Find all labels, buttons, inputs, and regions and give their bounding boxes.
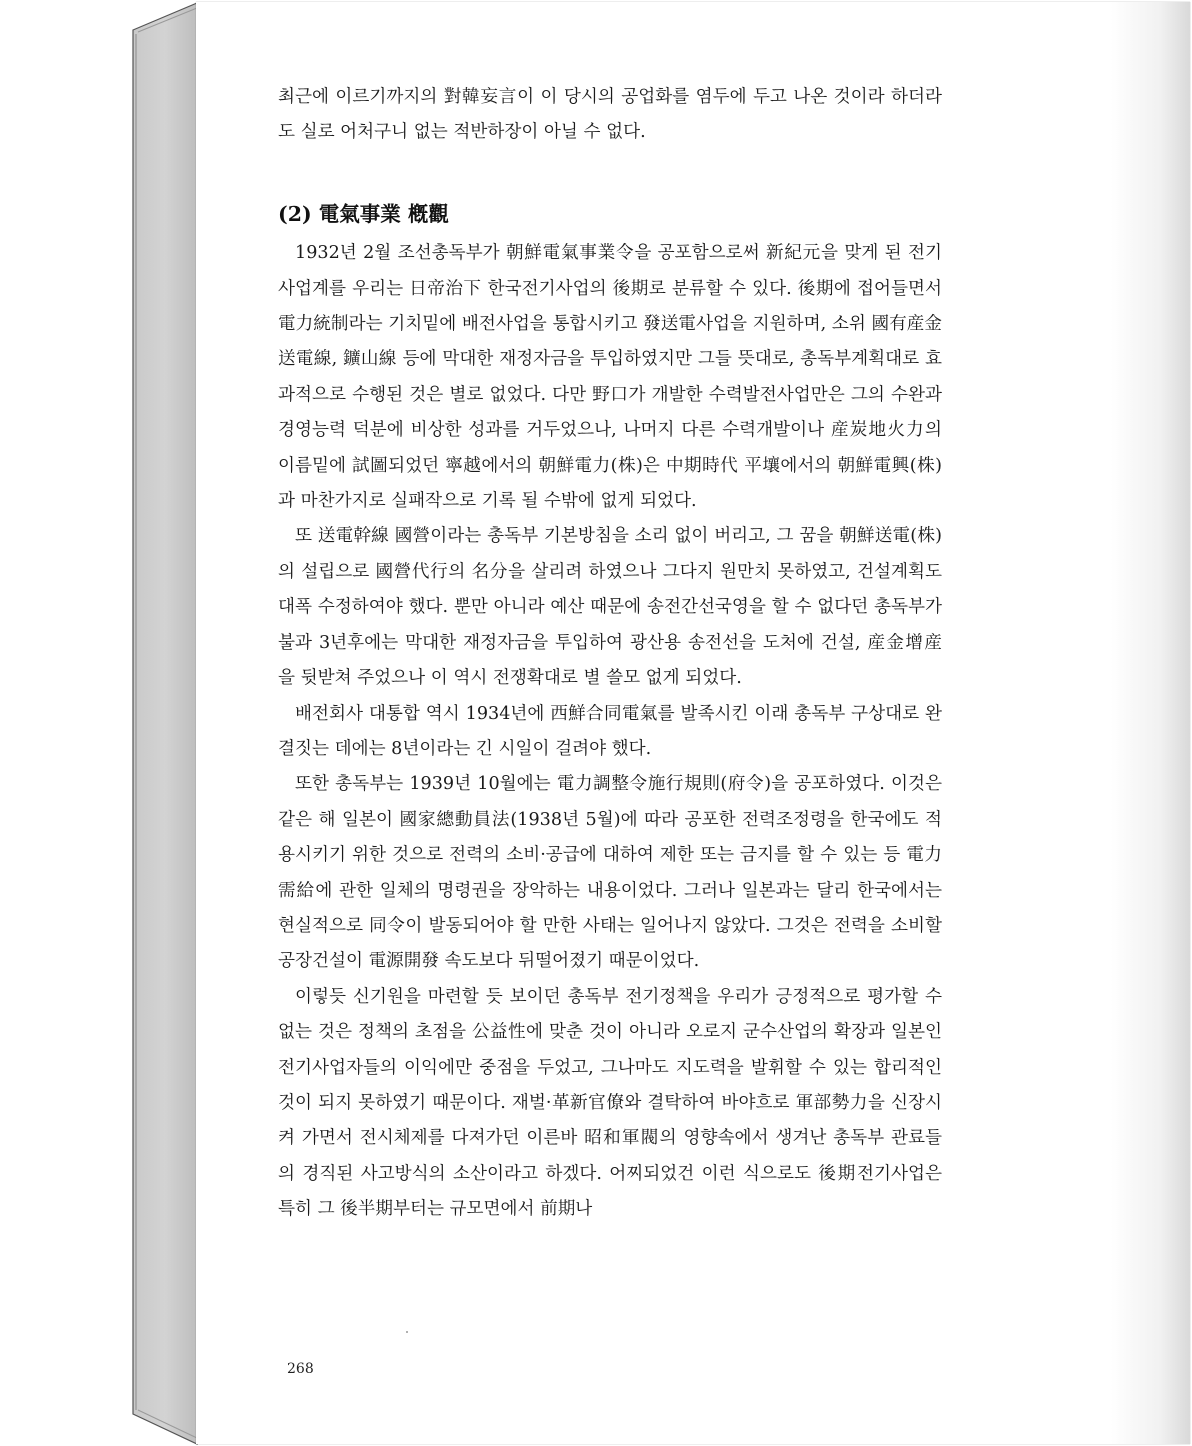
paragraph: 또한 총독부는 1939년 10월에는 電力調整令施行規則(府令)을 공포하였다. 이것은 같은 해 일본이 國家總動員法(1938년 5월)에 따라 공포한 전력조정령을 한국에도 적용시키기 위한 것으로 전력의 소비·공급에 대하여 제한 또는 금지를 할 수 있는 등 電力需給에 관한 일체의 명령권을 장악하는 내용이었다. 그러나 일본과는 달리 한국에서는 현실적으로 同令이 발동되어야 할 만한 사태는 일어나지 않았다. 그것은 전력을 소비할 공장건설이 電源開發 속도보다 뒤떨어졌기 때문이었다. xyxy=(278,774,942,972)
paragraph: 배전회사 대통합 역시 1934년에 西鮮合同電氣를 발족시킨 이래 총독부 구상대로 완결짓는 데에는 8년이라는 긴 시일이 걸려야 했다. xyxy=(278,703,942,759)
body-text xyxy=(278,80,942,1228)
paragraph: 이렇듯 신기원을 마련할 듯 보이던 총독부 전기정책을 우리가 긍정적으로 평가할 수 없는 것은 정책의 초점을 公益性에 맞춘 것이 아니라 오로지 군수산업의 확장과 일본인 전기사업자들의 이익에만 중점을 두었고, 그나마도 지도력을 발휘할 수 있는 합리적인 것이 되지 못하였기 때문이다. 재벌·革新官僚와 결탁하여 바야흐로 軍部勢力을 신장시켜 가면서 전시체제를 다져가던 이른바 昭和軍閥의 영향속에서 생겨난 총독부 관료들의 경직된 사고방식의 소산이라고 하겠다. 어찌되었건 이런 식으로도 後期전기사업은 특히 그 後半期부터는 규모면에서 前期나 xyxy=(278,986,942,1220)
paragraph: 또 送電幹線 國營이라는 총독부 기본방침을 소리 없이 버리고, 그 꿈을 朝鮮送電(株)의 설립으로 國營代行의 名分을 살리려 하였으나 그다지 원만치 못하였고, 건설계획도 대폭 수정하여야 했다. 뿐만 아니라 예산 때문에 송전간선국영을 할 수 없다던 총독부가 불과 3년후에는 막대한 재정자금을 투입하여 광산용 송전선을 도처에 건설, 産金增産을 뒷받쳐 주었으나 이 역시 전쟁확대로 별 쓸모 없게 되었다. xyxy=(278,526,942,689)
paragraph: 1932년 2월 조선총독부가 朝鮮電氣事業令을 공포함으로써 新紀元을 맞게 된 전기사업계를 우리는 日帝治下 한국전기사업의 後期로 분류할 수 있다. 後期에 접어들면서 電力統制라는 기치밑에 배전사업을 통합시키고 發送電사업을 지원하며, 소위 國有産金送電線, 鑛山線 등에 막대한 재정자금을 투입하였지만 그들 뜻대로, 총독부계획대로 효과적으로 수행된 것은 별로 없었다. 다만 野口가 개발한 수력발전사업만은 그의 수완과 경영능력 덕분에 비상한 성과를 거두었으나, 나머지 다른 수력개발이나 産炭地火力의 이름밑에 試圖되었던 寧越에서의 朝鮮電力(株)은 中期時代 平壤에서의 朝鮮電興(株)과 마찬가지로 실패작으로 기록 될 수밖에 없게 되었다. xyxy=(278,243,942,512)
scan-speck xyxy=(406,1331,408,1333)
paragraph: 최근에 이르기까지의 對韓妄言이 이 당시의 공업화를 염두에 두고 나온 것이라 하더라도 실로 어처구니 없는 적반하장이 아닐 수 없다. xyxy=(278,87,942,143)
section-heading: (2) 電氣事業 槪觀 xyxy=(278,201,449,226)
page-number: 268 xyxy=(287,1361,314,1377)
